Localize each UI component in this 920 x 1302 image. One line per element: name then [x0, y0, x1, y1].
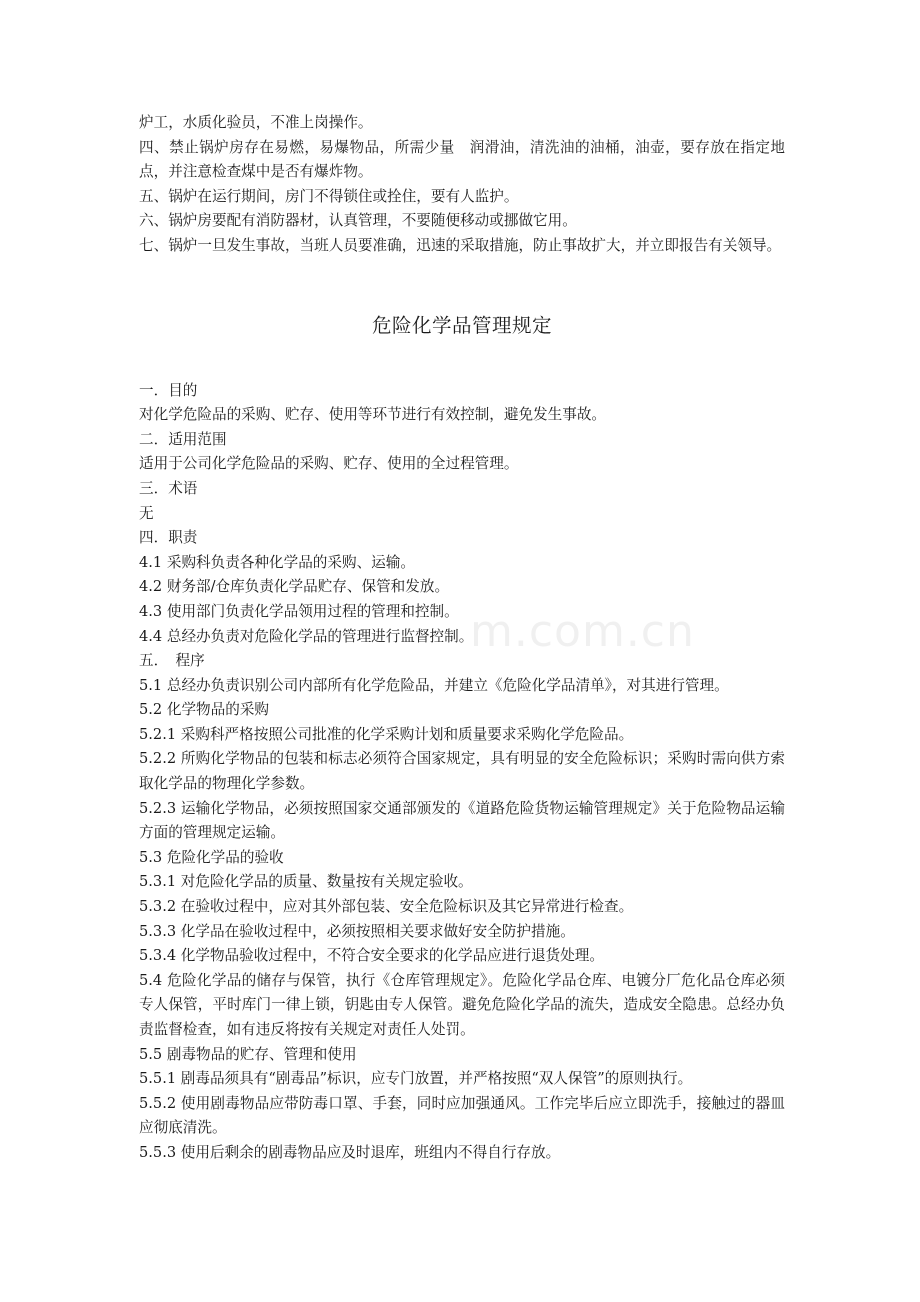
- intro-line: 六、锅炉房要配有消防器材，认真管理，不要随便移动或挪做它用。: [139, 212, 577, 230]
- clause: 5.4 危险化学品的储存与保管，执行《仓库管理规定》。危险化学品仓库、电镀分厂危化品仓库必须专人保管，平时库门一律上锁，钥匙由专人保管。避免危险化学品的流失，造成安全隐患。总经办负责监督检查，如有违反将按有关规定对责任人处罚。: [139, 971, 785, 1038]
- watermark: m.com.cn: [470, 606, 695, 657]
- clause: 5.3.4 化学物品验收过程中，不符合安全要求的化学品应进行退货处理。: [139, 947, 604, 965]
- clause: 5.5.1 剧毒品须具有“剧毒品”标识，应专门放置，并严格按照“双人保管”的原则执行。: [139, 1070, 693, 1088]
- clause: 5.3 危险化学品的验收: [139, 848, 284, 866]
- clause: 5.3.2 在验收过程中，应对其外部包装、安全危险标识及其它异常进行检查。: [139, 898, 634, 916]
- clause: 5.3.1 对危险化学品的质量、数量按有关规定验收。: [139, 873, 473, 891]
- paragraph: 对化学危险品的采购、贮存、使用等环节进行有效控制，避免发生事故。: [139, 406, 607, 424]
- intro-line: 四、禁止锅炉房存在易燃，易爆物品，所需少量 润滑油，清洗油的油桶，油壶，要存放在指定地点，并注意检查煤中是否有爆炸物。: [139, 138, 785, 181]
- section-heading-terms: 三．术语: [139, 479, 198, 497]
- clause: 5.2.1 采购科严格按照公司批准的化学采购计划和质量要求采购化学危险品。: [139, 725, 634, 743]
- intro-line: 炉工，水质化验员，不准上岗操作。: [139, 114, 373, 131]
- clause: 4.2 财务部/仓库负责化学品贮存、保管和发放。: [139, 578, 450, 596]
- clause: 5.5.3 使用后剩余的剧毒物品应及时退库，班组内不得自行存放。: [139, 1143, 561, 1161]
- section-heading-scope: 二．适用范围: [139, 430, 227, 448]
- section-heading-duties: 四．职责: [139, 529, 198, 547]
- regulation-body: [139, 379, 785, 1166]
- clause: 5.1 总经办负责识别公司内部所有化学危险品，并建立《危险化学品清单》，对其进行管理。: [139, 676, 729, 694]
- clause: 4.3 使用部门负责化学品领用过程的管理和控制。: [139, 602, 459, 620]
- paragraph: 无: [139, 504, 154, 522]
- intro-line: 五、锅炉在运行期间，房门不得锁住或拴住，要有人监护。: [139, 187, 519, 205]
- clause: 5.5.2 使用剧毒物品应带防毒口罩、手套，同时应加强通风。工作完毕后应立即洗手，接触过的器皿应彻底清洗。: [139, 1094, 785, 1137]
- clause: 5.3.3 化学品在验收过程中，必须按照相关要求做好安全防护措施。: [139, 922, 575, 940]
- section-heading-procedure: 五． 程序: [139, 652, 205, 670]
- paragraph: 适用于公司化学危险品的采购、贮存、使用的全过程管理。: [139, 455, 519, 473]
- section-heading-purpose: 一．目的: [139, 381, 198, 399]
- clause: 5.2 化学物品的采购: [139, 701, 270, 719]
- clause: 5.2.3 运输化学物品，必须按照国家交通部颁发的《道路危险货物运输管理规定》关于危险物品运输方面的管理规定运输。: [139, 799, 785, 842]
- section-spacer: [139, 259, 785, 311]
- document-title: 危险化学品管理规定: [371, 313, 552, 337]
- clause: 4.4 总经办负责对危险化学品的管理进行监督控制。: [139, 627, 474, 645]
- document-page: [139, 111, 785, 1166]
- clause: 5.2.2 所购化学物品的包装和标志必须符合国家规定，具有明显的安全危险标识；采购时需向供方索取化学品的物理化学参数。: [139, 750, 785, 793]
- intro-section: [139, 111, 785, 259]
- clause: 5.5 剧毒物品的贮存、管理和使用: [139, 1045, 357, 1063]
- clause: 4.1 采购科负责各种化学品的采购、运输。: [139, 553, 415, 571]
- intro-line: 七、锅炉一旦发生事故，当班人员要准确，迅速的采取措施，防止事故扩大，并立即报告有关领导。: [139, 236, 782, 254]
